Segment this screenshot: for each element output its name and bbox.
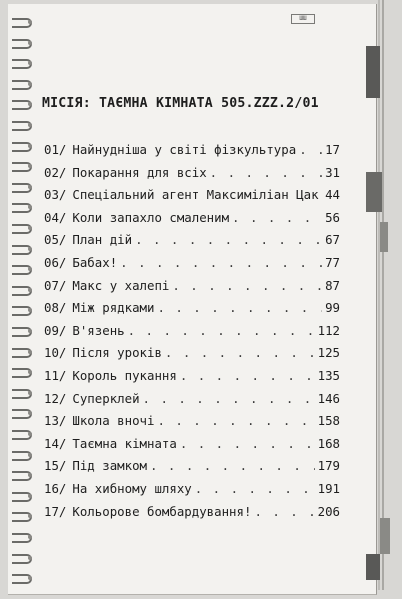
dot-leader (165, 345, 315, 360)
punch-hole-icon (28, 185, 32, 189)
chapter-title: Бабах! (72, 254, 118, 270)
toc-entry[interactable] (44, 165, 340, 188)
chapter-title: В'язень (72, 322, 125, 338)
chapter-title: Кольорове бомбардування! (72, 503, 252, 519)
page-number: 56 (325, 209, 340, 225)
chapter-title: Найнудніша у світі фізкультура (72, 142, 297, 157)
page-number: 158 (317, 413, 340, 429)
page-number: 168 (317, 435, 340, 451)
chapter-number: 06/ (44, 254, 67, 270)
punch-hole-icon (28, 205, 32, 209)
punch-hole-icon (28, 82, 32, 86)
chapter-number: 05/ (44, 232, 67, 248)
dot-leader (150, 458, 315, 473)
punch-hole-icon (28, 267, 32, 271)
chapter-number: 16/ (44, 480, 67, 496)
toc-entry[interactable] (44, 210, 340, 233)
toc-entry[interactable] (44, 481, 340, 504)
toc-entry[interactable] (44, 142, 340, 165)
index-tab[interactable] (380, 518, 390, 554)
punch-hole-icon (28, 102, 32, 106)
punch-hole-icon (28, 535, 32, 539)
page-number: 146 (317, 390, 340, 406)
punch-hole-icon (28, 144, 32, 148)
toc-entry[interactable] (44, 255, 340, 278)
page-number: 125 (317, 345, 340, 361)
punch-hole-icon (28, 20, 32, 24)
chapter-number: 17/ (44, 503, 67, 519)
page-number: 77 (325, 254, 340, 270)
dot-leader (195, 481, 315, 496)
chapter-number: 03/ (44, 187, 67, 203)
chapter-title: Суперклей (72, 390, 140, 406)
page-number: 206 (317, 503, 340, 519)
punch-hole-icon (28, 350, 32, 354)
page-number: 87 (325, 277, 340, 293)
page-number: 191 (317, 480, 340, 496)
chapter-number: 15/ (44, 458, 67, 474)
chapter-number: 04/ (44, 209, 67, 225)
chapter-number: 08/ (44, 300, 67, 316)
toc-entry[interactable] (44, 187, 340, 210)
page-number: 67 (325, 232, 340, 248)
chapter-number: 13/ (44, 413, 67, 429)
page-number: 99 (325, 300, 340, 316)
page-number: 31 (325, 164, 340, 180)
punch-hole-icon (28, 411, 32, 415)
index-tab[interactable] (366, 46, 380, 98)
chapter-title: Макс у халепі (72, 277, 170, 293)
chapter-title: Школа вночі (72, 413, 155, 429)
toc-entry[interactable] (44, 345, 340, 368)
dot-leader (120, 255, 322, 270)
punch-hole-icon (28, 391, 32, 395)
dot-leader (232, 210, 322, 225)
punch-hole-icon (28, 432, 32, 436)
chapter-title: Таємна кімната (72, 435, 177, 451)
chapter-title: План дій (72, 232, 133, 248)
dot-leader (180, 368, 315, 383)
toc-entry[interactable] (44, 504, 340, 527)
punch-hole-icon (28, 288, 32, 292)
toc-entry[interactable] (44, 300, 340, 323)
dot-leader (143, 391, 315, 406)
table-of-contents (44, 142, 340, 526)
dot-leader (322, 187, 323, 202)
punch-hole-icon (28, 123, 32, 127)
punch-hole-icon (28, 308, 32, 312)
dot-leader (180, 436, 315, 451)
dot-leader (157, 300, 322, 315)
chapter-number: 01/ (44, 142, 67, 157)
dot-leader (135, 232, 322, 247)
chapter-title: Король пукання (72, 367, 177, 383)
toc-entry[interactable] (44, 413, 340, 436)
toc-entry[interactable] (44, 278, 340, 301)
chapter-number: 14/ (44, 435, 67, 451)
page-number: 17 (325, 142, 340, 157)
punch-hole-icon (28, 514, 32, 518)
punch-hole-icon (28, 164, 32, 168)
punch-hole-icon (28, 247, 32, 251)
chapter-title: Спеціальний агент Максиміліан Цак (72, 187, 319, 203)
chapter-title: На хибному шляху (72, 480, 192, 496)
dot-leader (157, 413, 314, 428)
toc-entry[interactable] (44, 323, 340, 346)
punch-hole-icon (28, 494, 32, 498)
page-number: 112 (317, 322, 340, 338)
dot-leader (210, 165, 322, 180)
punch-hole-icon (28, 41, 32, 45)
chapter-title: Під замком (72, 458, 147, 474)
dot-leader (128, 323, 315, 338)
chapter-title: Після уроків (72, 345, 162, 361)
toc-entry[interactable] (44, 232, 340, 255)
punch-hole-icon (28, 370, 32, 374)
toc-entry[interactable] (44, 391, 340, 414)
chapter-number: 09/ (44, 322, 67, 338)
chapter-title: Покарання для всіх (72, 164, 207, 180)
chapter-number: 12/ (44, 390, 67, 406)
punch-hole-icon (28, 329, 32, 333)
page-number: 44 (325, 187, 340, 203)
page-number: 135 (317, 367, 340, 383)
dot-leader (254, 504, 314, 519)
punch-hole-icon (28, 473, 32, 477)
page-number: 179 (317, 458, 340, 474)
punch-hole-icon (28, 226, 32, 230)
spiral-binding (8, 4, 40, 594)
punch-hole-icon (28, 556, 32, 560)
toc-entry[interactable] (44, 436, 340, 459)
punch-hole-icon (28, 61, 32, 65)
dot-leader (172, 278, 322, 293)
chapter-number: 10/ (44, 345, 67, 361)
chapter-title: Між рядками (72, 300, 155, 316)
toc-entry[interactable] (44, 368, 340, 391)
punch-hole-icon (28, 453, 32, 457)
dot-leader (299, 142, 322, 157)
chapter-title: Коли запахло смаленим (72, 209, 230, 225)
notebook-page (8, 4, 377, 595)
page-edge (382, 0, 384, 590)
punch-hole-icon (28, 576, 32, 580)
chapter-number: 02/ (44, 164, 67, 180)
chapter-number: 11/ (44, 367, 67, 383)
page-title: МІСІЯ: ТАЄМНА КІМНАТА 505.ZZZ.2/01 (42, 96, 319, 111)
index-tab[interactable] (366, 172, 382, 212)
toc-entry[interactable] (44, 458, 340, 481)
index-tab[interactable] (366, 554, 380, 580)
chapter-number: 07/ (44, 277, 67, 293)
corner-stamp-icon: ШШ (291, 14, 315, 24)
index-tab[interactable] (380, 222, 388, 252)
